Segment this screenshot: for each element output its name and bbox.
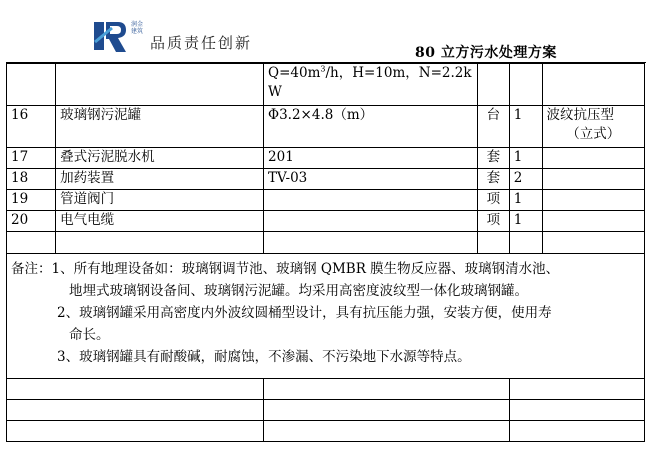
cell-name xyxy=(56,64,264,106)
table-row xyxy=(7,148,645,169)
remark-line: 地埋式玻璃钢设备间、玻璃钢污泥罐。均采用高密度波纹型一体化玻璃钢罐。 xyxy=(69,283,528,299)
table-row-blank xyxy=(7,379,645,400)
company-logo-icon xyxy=(92,20,128,54)
table-row xyxy=(7,169,645,190)
document-title: 80 立方污水处理方案 xyxy=(415,45,557,61)
cell-name: 管道阀门 xyxy=(56,190,264,211)
cell-qty xyxy=(509,64,542,106)
table-row-continued xyxy=(7,64,645,106)
cell-note xyxy=(542,64,644,106)
remarks-cell xyxy=(7,254,645,379)
cell-unit: 项 xyxy=(478,211,510,232)
cell-qty: 1 xyxy=(509,190,542,211)
table-row xyxy=(7,106,645,148)
table-row-blank xyxy=(7,232,645,254)
table-row-blank xyxy=(7,421,645,442)
cell-note xyxy=(542,169,644,190)
cell-unit: 套 xyxy=(478,169,510,190)
cell-unit xyxy=(478,64,510,106)
cell-no xyxy=(7,64,56,106)
cell-name: 加药装置 xyxy=(56,169,264,190)
remark-line: 命长。 xyxy=(69,327,110,343)
remark-line: 备注：1、所有地理设备如：玻璃钢调节池、玻璃钢 QMBR 膜生物反应器、玻璃钢清水池、 xyxy=(11,261,560,277)
cell-qty: 2 xyxy=(509,169,542,190)
cell-qty: 1 xyxy=(509,106,542,148)
cell-name: 叠式污泥脱水机 xyxy=(56,148,264,169)
cell-no: 20 xyxy=(7,211,56,232)
cell-spec xyxy=(264,190,478,211)
equipment-table xyxy=(6,63,645,442)
cell-no: 16 xyxy=(7,106,56,148)
logo-text: 润金建筑 xyxy=(131,21,144,35)
company-slogan: 品质责任创新 xyxy=(150,34,253,52)
cell-unit: 项 xyxy=(478,190,510,211)
cell-unit: 台 xyxy=(478,106,510,148)
cell-qty: 1 xyxy=(509,148,542,169)
cell-note xyxy=(542,148,644,169)
table-row xyxy=(7,190,645,211)
cell-no: 19 xyxy=(7,190,56,211)
cell-name: 电气电缆 xyxy=(56,211,264,232)
page-header xyxy=(0,0,650,64)
cell-unit: 套 xyxy=(478,148,510,169)
cell-spec: TV-03 xyxy=(264,169,478,190)
cell-note xyxy=(542,190,644,211)
cell-note: 波纹抗压型 （立式） xyxy=(542,106,644,148)
cell-spec: 201 xyxy=(264,148,478,169)
remark-line: 3、玻璃钢罐具有耐酸碱，耐腐蚀，不渗漏、不污染地下水源等特点。 xyxy=(57,349,471,365)
remark-line: 2、玻璃钢罐采用高密度内外波纹圆桶型设计，具有抗压能力强，安装方便，使用寿 xyxy=(57,305,552,321)
cell-spec: $Q=40m^3/h$，H=10m，N=2.2k W xyxy=(264,64,478,106)
cell-name: 玻璃钢污泥罐 xyxy=(56,106,264,148)
cell-spec: Φ3.2×4.8（m） xyxy=(264,106,478,148)
cell-qty: 1 xyxy=(509,211,542,232)
table-row xyxy=(7,211,645,232)
table-row-blank xyxy=(7,400,645,421)
cell-spec xyxy=(264,211,478,232)
cell-no: 17 xyxy=(7,148,56,169)
remarks-row xyxy=(7,254,645,379)
cell-no: 18 xyxy=(7,169,56,190)
cell-note xyxy=(542,211,644,232)
